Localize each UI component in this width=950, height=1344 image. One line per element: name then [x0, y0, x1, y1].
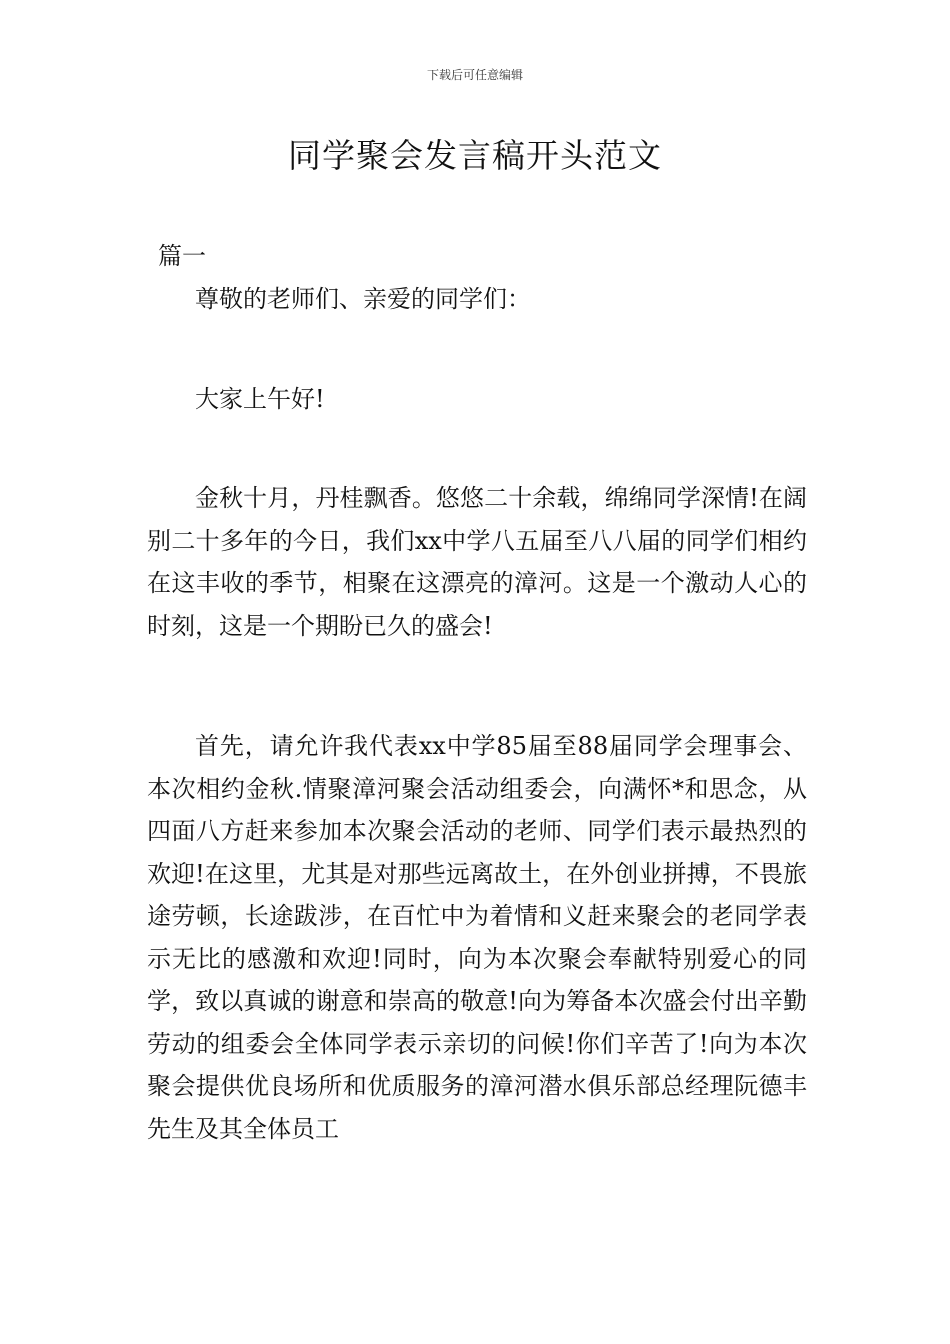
- header-note: 下载后可任意编辑: [426, 68, 523, 82]
- section-label: 篇一: [158, 242, 206, 270]
- greeting-paragraph: 大家上午好!: [195, 385, 325, 413]
- document-title: 同学聚会发言稿开头范文: [288, 136, 662, 175]
- salutation-paragraph: 尊敬的老师们、亲爱的同学们：: [195, 285, 531, 313]
- opening-paragraph: 金秋十月，丹桂飘香。悠悠二十余载，绵绵同学深情!在阔别二十多年的今日，我们xx中学八五届至八八届的同学们相约在这丰收的季节，相聚在这漂亮的漳河。这是一个激动人心的时刻，这是一个期盼已久的盛会!: [147, 484, 807, 640]
- welcome-paragraph: 首先，请允许我代表xx中学85届至88届同学会理事会、本次相约金秋.情聚漳河聚会活动组委会，向满怀*和思念，从四面八方赶来参加本次聚会活动的老师、同学们表示最热烈的欢迎!在这里，尤其是对那些远离故土，在外创业拼搏，不畏旅途劳顿，长途跋涉，在百忙中为着情和义赶来聚会的老同学表示无比的感激和欢迎!同时，向为本次聚会奉献特别爱心的同学，致以真诚的谢意和崇高的敬意!向为筹备本次盛会付出辛勤劳动的组委会全体同学表示亲切的问候!你们辛苦了!向为本次聚会提供优良场所和优质服务的漳河潜水俱乐部总经理阮德丰先生及其全体员工: [147, 732, 807, 1143]
